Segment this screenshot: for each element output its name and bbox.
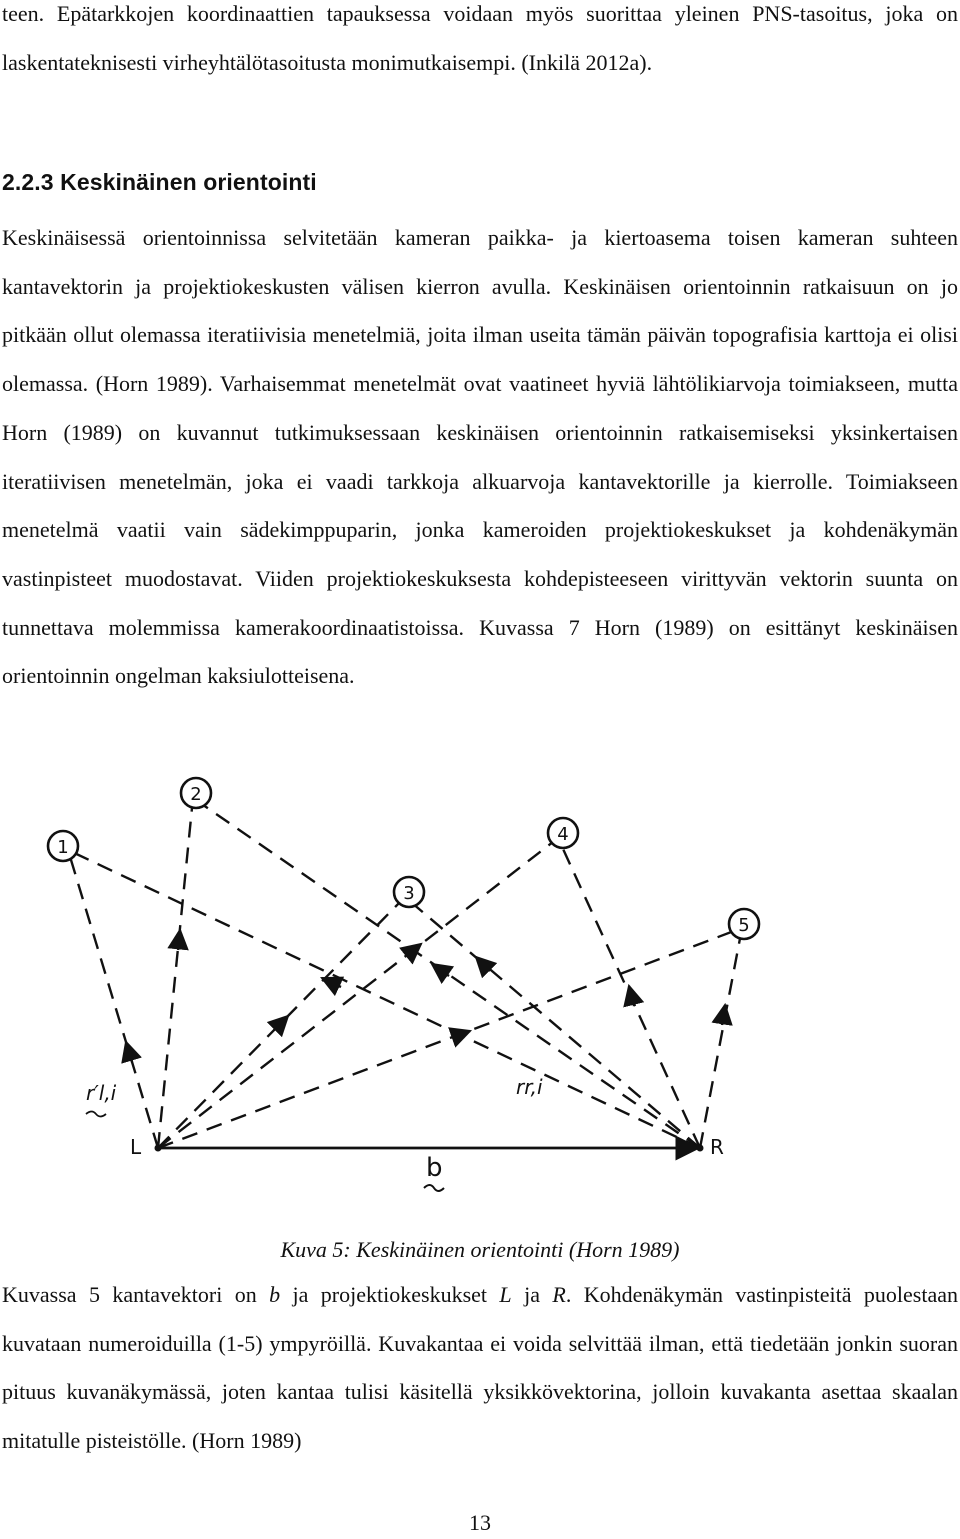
point-label-3: 3 — [403, 883, 415, 904]
baseline-label: b — [426, 1153, 443, 1183]
point-circle-3 — [394, 877, 424, 907]
figure-caption: Kuva 5: Keskinäinen orientointi (Horn 1989) — [280, 1237, 680, 1262]
right-center-dot — [697, 1145, 704, 1152]
intro-paragraph: teen. Epätarkkojen koordinaattien tapauksessa voidaan myös suorittaa yleinen PNS-tasoitus, joka on laskentateknisesti virheyhtälötasoitusta monimutkaisempi. (Inkilä 2012a). — [2, 1, 958, 75]
baseline-tilde — [424, 1185, 444, 1191]
page-number: 13 — [469, 1510, 491, 1535]
ray-arrows — [126, 930, 725, 1062]
baseline-symbol: b — [269, 1282, 281, 1307]
arrow-l-3 — [274, 1016, 288, 1030]
ray-l-2 — [158, 798, 193, 1148]
text-segment: ja projektiokeskukset — [280, 1282, 500, 1307]
left-ray-label: r′l,i — [86, 1081, 117, 1105]
ray-r-3 — [405, 897, 700, 1148]
text-segment: . Kohdenäkymän vastinpisteitä puolestaan kuvataan numeroiduilla (1-5) ympyröillä. Kuvakantaa ei voida selvittää ilman, että tiedetään jonkin suoran pituus kuvanäkymässä, joten kantaa tulisi käsitellä yksikkövektorina, jolloin kuvakanta asettaa skaalan mitatulle pisteistölle. (Horn 1989) — [2, 1282, 958, 1454]
point-circle-4 — [548, 818, 578, 848]
left-rays — [68, 798, 742, 1148]
left-ray-tilde — [86, 1112, 106, 1117]
arrow-r-2 — [432, 964, 449, 976]
text-segment: ja — [511, 1282, 553, 1307]
point-circle-2 — [181, 778, 211, 808]
arrow-r-1 — [322, 978, 341, 987]
figure-drawing — [0, 760, 960, 1220]
right-ray-label: rr,i — [516, 1075, 543, 1099]
point-label-1: 1 — [57, 837, 69, 858]
point-circle-1 — [48, 831, 78, 861]
point-circle-5 — [729, 909, 759, 939]
left-center-symbol: L — [499, 1282, 512, 1307]
point-label-4: 4 — [557, 824, 569, 845]
left-center-label: L — [130, 1135, 142, 1159]
point-label-5: 5 — [738, 915, 750, 936]
arrow-r-3 — [476, 957, 490, 971]
ray-l-5 — [158, 928, 742, 1148]
arrow-r-5 — [722, 1005, 725, 1025]
ray-r-5 — [700, 928, 742, 1148]
text-segment: Kuvassa 5 kantavektori on — [2, 1282, 270, 1307]
right-rays — [68, 798, 742, 1148]
relative-orientation-figure — [0, 760, 960, 1220]
after-figure-paragraph — [2, 1271, 958, 1466]
ray-r-4 — [558, 838, 700, 1148]
section-paragraph: Keskinäisessä orientoinnissa selvitetään kameran paikka- ja kiertoasema toisen kameran suhteen kantavektorin ja projektiokeskusten välisen kierron avulla. Keskinäisen orientoinnin ratkaisuun on jo pitkään ollut olemassa iteratiivisia menetelmiä, joita ilman useita tämän päivän topografisia karttoja ei olisi olemassa. (Horn 1989). Varhaisemmat menetelmät ovat vaatineet hyviä lähtölikiarvoja toimiakseen, mutta Horn (1989) on kuvannut tutkimuksessaan keskinäisen orientoinnin ratkaisemiseksi yksinkertaisen iteratiivisen menetelmän, joka ei vaadi tarkkoja alkuarvoja kantavektorille ja kierrolle. Toimiakseen menetelmä vaatii vain sädekimppuparin, jonka kameroiden projektiokeskukset ja kohdenäkymän vastinpisteet muodostavat. Viiden projektiokeskuksesta kohdepisteeseen virittyvän vektorin suunta on tunnettava molemmissa kamerakoordinaatistoissa. Kuvassa 7 Horn (1989) on esittänyt keskinäisen orientoinnin ongelman kaksiulotteisena. — [2, 225, 958, 689]
right-center-symbol: R — [552, 1282, 566, 1307]
arrow-l-1 — [126, 1042, 132, 1062]
left-center-dot — [155, 1145, 162, 1152]
point-label-2: 2 — [190, 784, 202, 805]
ray-l-4 — [158, 838, 558, 1148]
section-heading: 2.2.3 Keskinäinen orientointi — [2, 169, 317, 195]
right-center-label: R — [710, 1135, 724, 1159]
ray-r-1 — [68, 850, 700, 1148]
